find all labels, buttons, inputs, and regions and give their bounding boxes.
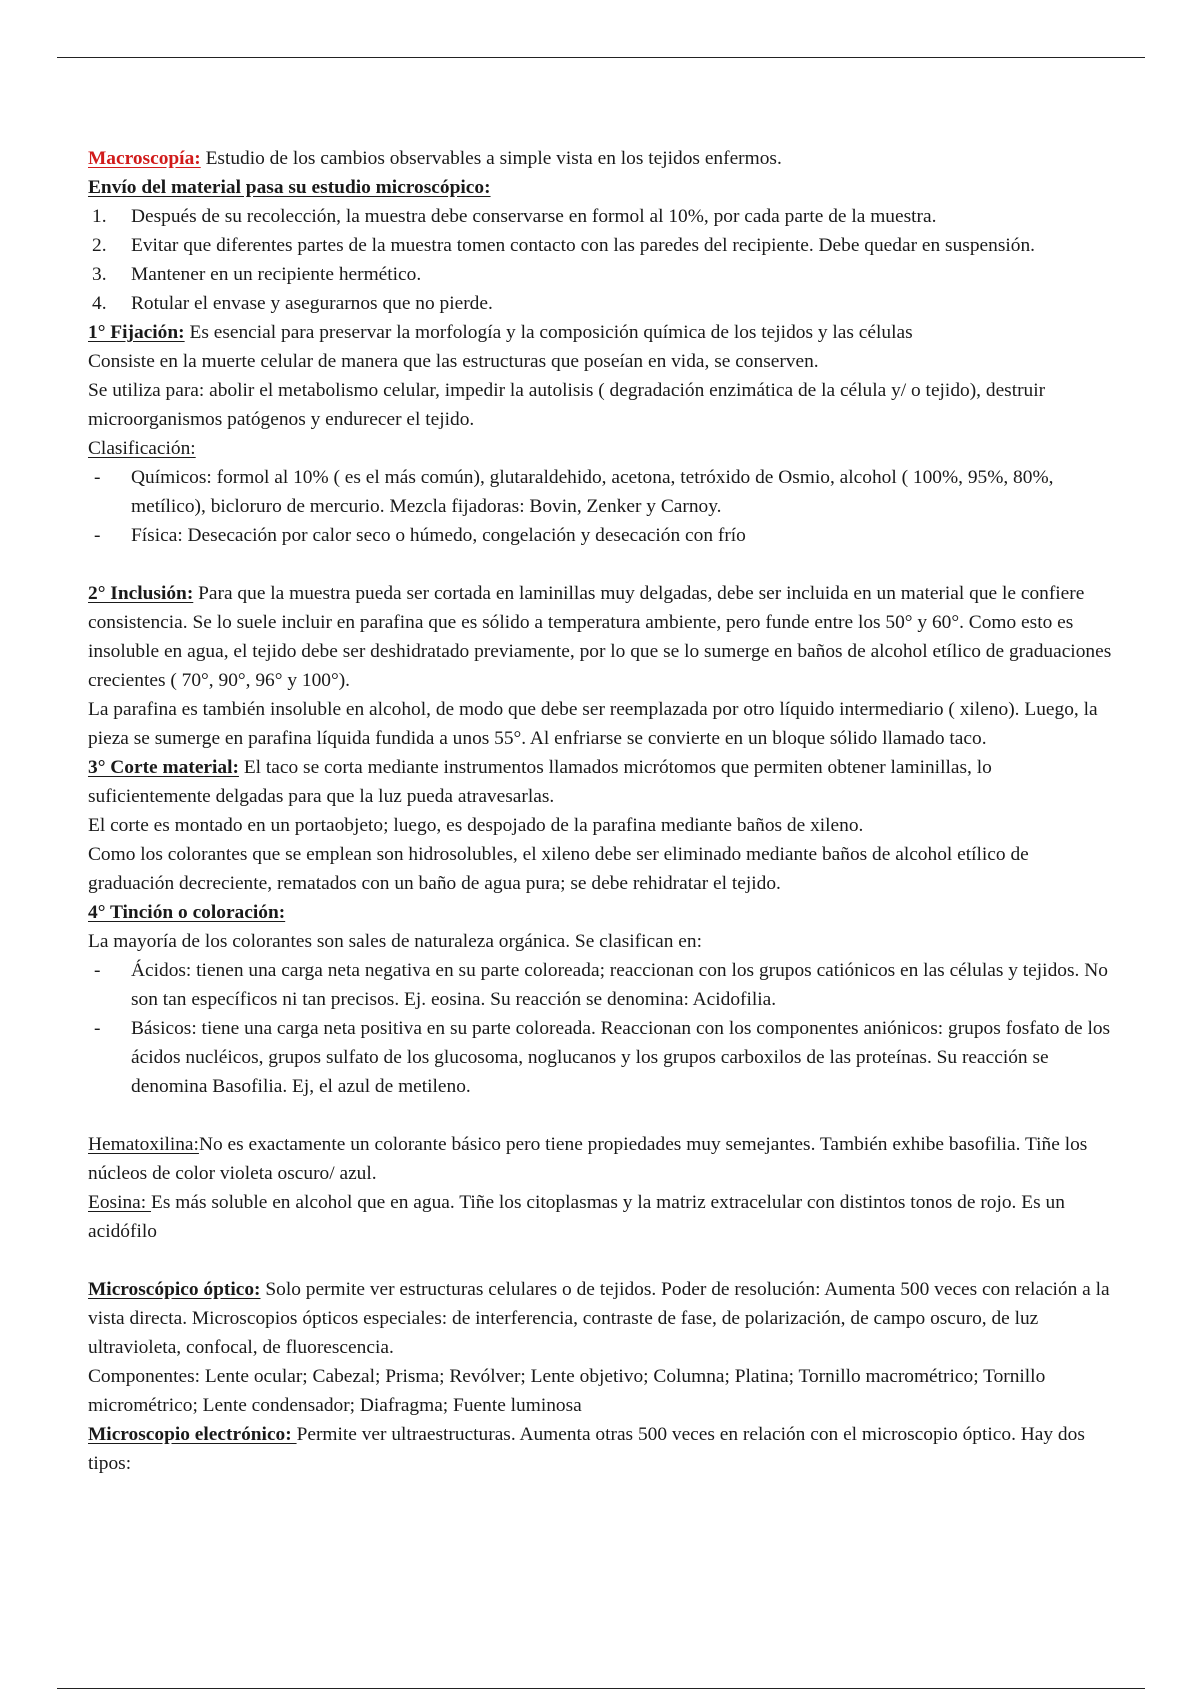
optico-label: Microscópico óptico: — [88, 1279, 261, 1300]
envio-heading: Envío del material pasa su estudio microscópico: — [88, 177, 491, 198]
tincion-heading: 4° Tinción o coloración: — [88, 902, 286, 923]
hematoxilina-paragraph — [88, 1130, 1118, 1188]
eosina-paragraph — [88, 1188, 1118, 1246]
document-body — [88, 144, 1118, 1478]
list-number: 4. — [92, 293, 107, 314]
fijacion-paragraph — [88, 318, 1118, 347]
tincion-list — [88, 956, 1118, 1101]
list-dash: - — [94, 1018, 101, 1039]
fijacion-p3: Se utiliza para: abolir el metabolismo celular, impedir la autolisis ( degradación enzimática de la célula y/ o tejido), destruir microorganismos patógenos y endurecer el tejido. — [88, 380, 1046, 430]
list-number: 2. — [92, 235, 107, 256]
macroscopia-text: Estudio de los cambios observables a simple vista en los tejidos enfermos. — [200, 148, 782, 169]
inclusion-p2: La parafina es también insoluble en alcohol, de modo que debe ser reemplazada por otro líquido intermediario ( xileno). Luego, la pieza se sumerge en parafina líquida fundida a unos 55°. Al enfriarse se convierte en un bloque sólido llamado taco. — [88, 699, 1098, 749]
list-item — [88, 202, 1118, 231]
bottom-rule — [57, 1688, 1145, 1689]
hematoxilina-label: Hematoxilina: — [88, 1134, 199, 1155]
envio-steps-list — [88, 202, 1118, 318]
list-item — [88, 289, 1118, 318]
macroscopia-paragraph — [88, 144, 1118, 173]
componentes-paragraph: Componentes: Lente ocular; Cabezal; Prisma; Revólver; Lente objetivo; Columna; Platina; Tornillo macrométrico; Tornillo micrométrico; Lente condensador; Diafragma; Fuente luminosa — [88, 1366, 1046, 1416]
optico-paragraph — [88, 1275, 1118, 1362]
list-number: 1. — [92, 206, 107, 227]
top-rule — [57, 57, 1145, 58]
list-item — [88, 260, 1118, 289]
corte-p2: El corte es montado en un portaobjeto; luego, es despojado de la parafina mediante baños de xileno. — [88, 815, 864, 836]
eosina-label: Eosina: — [88, 1192, 152, 1213]
fijacion-label: 1° Fijación: — [88, 322, 185, 343]
list-dash: - — [94, 525, 101, 546]
corte-text: El taco se corta mediante instrumentos llamados micrótomos que permiten obtener laminillas, lo suficientemente delgadas para que la luz pueda atravesarlas. — [88, 757, 992, 807]
list-text: Químicos: formol al 10% ( es el más común), glutaraldehido, acetona, tetróxido de Osmio, alcohol ( 100%, 95%, 80%, metílico), bicloruro de mercurio. Mezcla fijadoras: Bovin, Zenker y Carnoy. — [131, 467, 1054, 517]
inclusion-paragraph — [88, 579, 1118, 695]
list-item — [88, 956, 1118, 1014]
list-item — [88, 231, 1118, 260]
list-text: Después de su recolección, la muestra debe conservarse en formol al 10%, por cada parte de la muestra. — [131, 206, 937, 227]
list-item — [88, 1014, 1118, 1101]
corte-p3: Como los colorantes que se emplean son hidrosolubles, el xileno debe ser eliminado mediante baños de alcohol etílico de graduación decreciente, rematados con un baño de agua pura; se debe rehidratar el tejido. — [88, 844, 1029, 894]
eosina-text: Es más soluble en alcohol que en agua. Tiñe los citoplasmas y la matriz extracelular con distintos tonos de rojo. Es un acidófilo — [88, 1192, 1065, 1242]
clasificacion-label: Clasificación: — [88, 438, 196, 459]
macroscopia-label: Macroscopía: — [88, 148, 201, 169]
inclusion-text: Para que la muestra pueda ser cortada en laminillas muy delgadas, debe ser incluida en un material que le confiere consistencia. Se lo suele incluir en parafina que es sólido a temperatura ambiente, pero funde entre los 50° y 60°. Como esto es insoluble en agua, el tejido debe ser deshidratado previamente, por lo que se lo sumerge en baños de alcohol etílico de graduaciones crecientes ( 70°, 90°, 96° y 100°). — [88, 583, 1112, 691]
list-text: Mantener en un recipiente hermético. — [131, 264, 422, 285]
electronico-label: Microscopio electrónico: — [88, 1424, 297, 1445]
hematoxilina-text: No es exactamente un colorante básico pero tiene propiedades muy semejantes. También exhibe basofilia. Tiñe los núcleos de color violeta oscuro/ azul. — [88, 1134, 1088, 1184]
list-text: Evitar que diferentes partes de la muestra tomen contacto con las paredes del recipiente. Debe quedar en suspensión. — [131, 235, 1036, 256]
list-number: 3. — [92, 264, 107, 285]
inclusion-label: 2° Inclusión: — [88, 583, 194, 604]
optico-text: Solo permite ver estructuras celulares o de tejidos. Poder de resolución: Aumenta 500 veces con relación a la vista directa. Microscopios ópticos especiales: de interferencia, contraste de fase, de polarización, de campo oscuro, de luz ultravioleta, confocal, de fluorescencia. — [88, 1279, 1110, 1358]
list-text: Rotular el envase y asegurarnos que no pierde. — [131, 293, 493, 314]
spacer — [88, 1101, 1118, 1130]
list-dash: - — [94, 960, 101, 981]
electronico-text: Permite ver ultraestructuras. Aumenta otras 500 veces en relación con el microscopio óptico. Hay dos tipos: — [88, 1424, 1085, 1474]
list-item — [88, 521, 1118, 550]
list-text: Física: Desecación por calor seco o húmedo, congelación y desecación con frío — [131, 525, 746, 546]
list-text: Ácidos: tienen una carga neta negativa en su parte coloreada; reaccionan con los grupos catiónicos en las células y tejidos. No son tan específicos ni tan precisos. Ej. eosina. Su reacción se denomina: Acidofilia. — [131, 960, 1108, 1010]
electronico-paragraph — [88, 1420, 1118, 1478]
fijacion-text: Es esencial para preservar la morfología y la composición química de los tejidos y las células — [184, 322, 913, 343]
corte-paragraph — [88, 753, 1118, 811]
fijacion-list — [88, 463, 1118, 550]
list-item — [88, 463, 1118, 521]
corte-label: 3° Corte material: — [88, 757, 239, 778]
tincion-intro: La mayoría de los colorantes son sales de naturaleza orgánica. Se clasifican en: — [88, 931, 702, 952]
list-text: Básicos: tiene una carga neta positiva en su parte coloreada. Reaccionan con los componentes aniónicos: grupos fosfato de los ácidos nucléicos, grupos sulfato de los glucosoma, noglucanos y los grupos carboxilos de las proteínas. Su reacción se denomina Basofilia. Ej, el azul de metileno. — [131, 1018, 1111, 1097]
spacer — [88, 1246, 1118, 1275]
fijacion-p2: Consiste en la muerte celular de manera que las estructuras que poseían en vida, se conserven. — [88, 351, 819, 372]
list-dash: - — [94, 467, 101, 488]
spacer — [88, 550, 1118, 579]
